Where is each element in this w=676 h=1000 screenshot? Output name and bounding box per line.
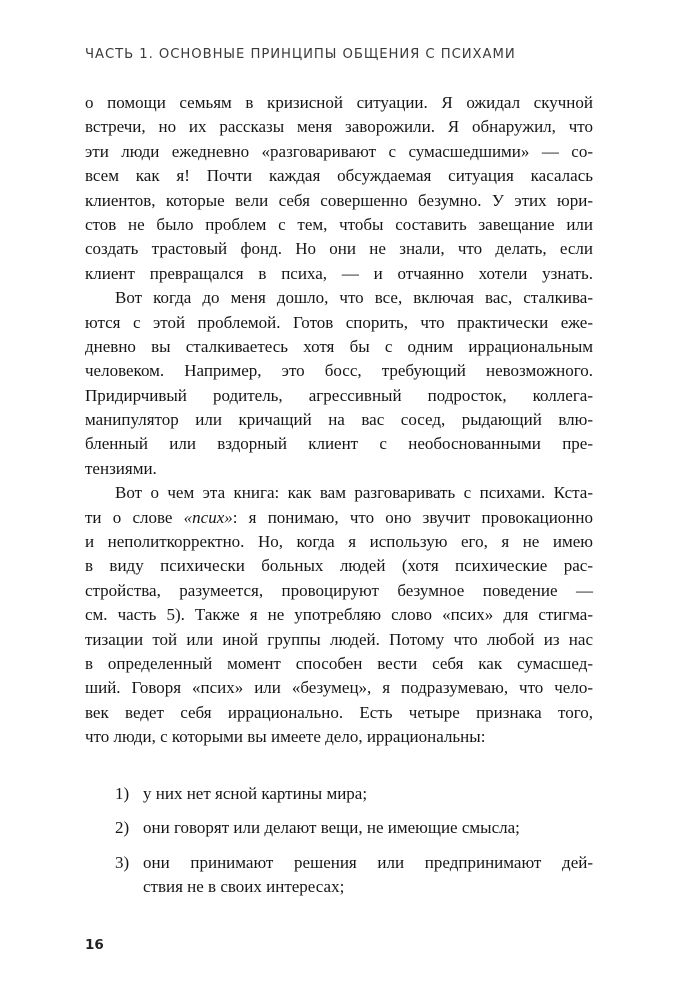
list-row (115, 816, 593, 840)
paragraph-first-line: Вот когда до меня дошло, что все, включая вас, сталкива- (115, 288, 593, 308)
text-line: в виду психически больных людей (хотя психические рас- (85, 556, 593, 576)
text-line: клиентов, которые вели себя совершенно безумно. У этих юри- (85, 190, 593, 210)
text-line: создать трастовый фонд. Но они не знали, что делать, если (85, 239, 593, 259)
list-item (115, 782, 593, 806)
running-header: ЧАСТЬ 1. ОСНОВНЫЕ ПРИНЦИПЫ ОБЩЕНИЯ С ПСИХАМИ (85, 47, 516, 62)
text-line: тензиями. (85, 458, 157, 478)
criteria-list (115, 782, 593, 910)
text-line: стройства, разумеется, провоцируют безумное поведение — (85, 580, 593, 600)
text-line: ются с этой проблемой. Готов спорить, что практически еже- (85, 312, 593, 332)
text-line: эти люди ежедневно «разговаривают с сумасшедшими» — со- (85, 141, 593, 161)
text-line: в определенный момент способен вести себя как сумасшед- (85, 653, 593, 673)
text-line: бленный или вздорный клиент с необоснованными пре- (85, 434, 593, 454)
text-run: : я понимаю, что оно звучит провокационно (232, 507, 593, 527)
list-row (115, 782, 593, 806)
list-row-continuation: ствия не в своих интересах; (143, 877, 345, 897)
text-run: ти о слове (85, 507, 184, 527)
text-line: ший. Говоря «псих» или «безумец», я подразумеваю, что чело- (85, 678, 593, 698)
list-text: у них нет ясной картины мира; (143, 784, 368, 803)
text-line: встречи, но их рассказы меня заворожили. Я обнаружил, что (85, 117, 593, 137)
text-line: Придирчивый родитель, агрессивный подросток, коллега- (85, 385, 593, 405)
list-row (115, 851, 593, 875)
list-item (115, 851, 593, 900)
body-text (85, 91, 593, 750)
text-line: стов не было проблем с тем, чтобы составить завещание или (85, 214, 593, 234)
text-line (85, 506, 593, 530)
list-number: 1) (115, 784, 130, 803)
text-line: о помощи семьям в кризисной ситуации. Я ожидал скучной (85, 93, 593, 112)
list-text: они принимают решения или предпринимают дей- (143, 852, 593, 872)
text-line: манипулятор или кричащий на вас сосед, рыдающий влю- (85, 410, 593, 430)
italic-term: «псих» (183, 507, 233, 527)
page-number: 16 (85, 937, 104, 953)
paragraph-first-line: Вот о чем эта книга: как вам разговаривать с психами. Кста- (115, 483, 593, 503)
text-line: и неполиткорректно. Но, когда я использую его, я не имею (85, 532, 593, 552)
text-line: век ведет себя иррационально. Есть четыре признака того, (85, 702, 593, 722)
text-line: дневно вы сталкиваетесь хотя бы с одним иррациональным (85, 336, 593, 356)
text-line: см. часть 5). Также я не употребляю слово «псих» для стигма- (85, 605, 593, 625)
text-line: человеком. Например, это босс, требующий невозможного. (85, 361, 593, 381)
list-item (115, 816, 593, 840)
list-number: 2) (115, 818, 130, 838)
text-line: всем как я! Почти каждая обсуждаемая ситуация касалась (85, 166, 593, 186)
text-line: тизации той или иной группы людей. Потому что любой из нас (85, 629, 593, 649)
list-number: 3) (115, 852, 130, 872)
text-line: клиент превращался в психа, — и отчаянно хотели узнать. (85, 263, 593, 283)
list-text: они говорят или делают вещи, не имеющие смысла; (143, 818, 520, 838)
text-line: что люди, с которыми вы имеете дело, иррациональны: (85, 727, 486, 747)
